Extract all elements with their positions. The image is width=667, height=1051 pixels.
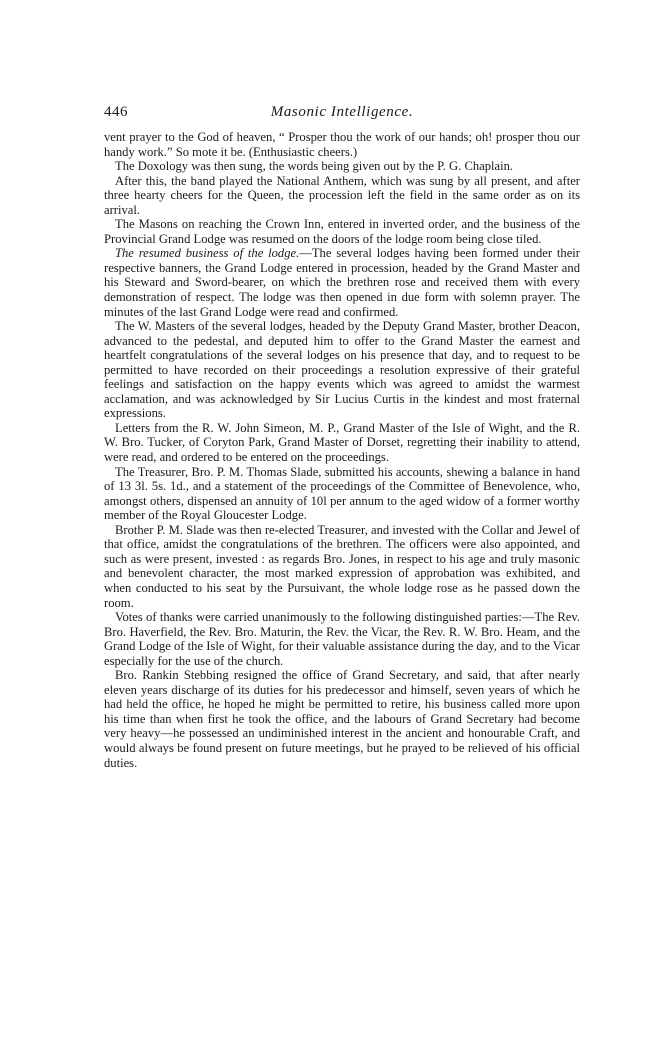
paragraph-text: vent prayer to the God of heaven, “ Prosper thou the work of our hands; oh! prosper thou our handy work.” So mote it be. (Enthusiastic cheers.)	[104, 130, 580, 159]
paragraph-text: The W. Masters of the several lodges, headed by the Deputy Grand Master, brother Deacon, advanced to the pedestal, and deputed him to offer to the Grand Master the earnest and heartfelt congratulations of the several lodges on his presence that day, and to request to be permitted to have recorded on their proceedings a resolution expressive of their grateful feelings and satisfaction on the happy events which was agreed to amidst the warmest acclamation, and was acknowledged by Sir Lucius Curtis in the kindest and most fraternal expressions.	[104, 319, 580, 421]
paragraph	[104, 174, 580, 218]
article-body	[104, 130, 580, 770]
paragraph-text: The Treasurer, Bro. P. M. Thomas Slade, submitted his accounts, shewing a balance in hand of 13 3l. 5s. 1d., and a statement of the proceedings of the Committee of Benevolence, who, amongst others, dispensed an annuity of 10l per annum to the aged widow of a former worthy member of the Royal Gloucester Lodge.	[104, 464, 580, 523]
paragraph	[104, 668, 580, 770]
paragraph	[104, 421, 580, 465]
section-lead: The resumed business of the lodge.	[115, 246, 300, 261]
paragraph-text: After this, the band played the National Anthem, which was sung by all present, and after three hearty cheers for the Queen, the procession left the field in the same order as on its arrival.	[104, 173, 580, 217]
paragraph	[104, 159, 580, 174]
paragraph-text: Letters from the R. W. John Simeon, M. P., Grand Master of the Isle of Wight, and the R. W. Bro. Tucker, of Coryton Park, Grand Master of Dorset, regretting their inability to attend, were read, and ordered to be entered on the proceedings.	[104, 420, 580, 465]
paragraph	[104, 610, 580, 668]
paragraph	[104, 217, 580, 246]
paragraph-text: —The several lodges having been formed under their respective banners, the Grand Lodge entered in procession, headed by the Grand Master and his Steward and Sword-bearer, on which the brethren rose and received them with every demonstration of respect. The lodge was then opened in due form with solemn prayer. The minutes of the last Grand Lodge were read and confirmed.	[104, 246, 580, 319]
running-head	[104, 104, 580, 130]
paragraph	[104, 130, 580, 159]
paragraph-text: The Doxology was then sung, the words being given out by the P. G. Chaplain.	[115, 159, 514, 174]
paragraph	[104, 465, 580, 523]
paragraph	[104, 523, 580, 610]
paragraph-text: Brother P. M. Slade was then re-elected Treasurer, and invested with the Collar and Jewel of that office, amidst the congratulations of the brethren. The officers were also appointed, and such as were present, invested : as regards Bro. Jones, in respect to his age and truly masonic and benevolent character, the most marked expression of approbation was exhibited, and when conducted to his seat by the Pursuivant, the whole lodge rose as he passed down the room.	[104, 522, 580, 610]
paragraph	[104, 246, 580, 319]
paragraph-text: Votes of thanks were carried unanimously to the following distinguished parties:—The Rev. Bro. Haverfield, the Rev. Bro. Maturin, the Rev. the Vicar, the Rev. R. W. Bro. Heam, and the Grand Lodge of the Isle of Wight, for their valuable assistance during the day, and to the Vicar especially for the use of the church.	[104, 610, 580, 668]
paragraph	[104, 319, 580, 421]
paragraph-text: The Masons on reaching the Crown Inn, entered in inverted order, and the business of the Provincial Grand Lodge was resumed on the doors of the lodge room being close tiled.	[104, 217, 580, 246]
paragraph-text: Bro. Rankin Stebbing resigned the office of Grand Secretary, and said, that after nearly eleven years discharge of its duties for his predecessor and himself, seven years of which he had held the office, he hoped he might be permitted to retire, his business called more upon his time than when first he took the office, and the labours of Grand Secretary had become very heavy—he possessed an undiminished interest in the ancient and honourable Craft, and would always be found present on future meetings, but he prayed to be relieved of his official duties.	[104, 668, 580, 770]
page-number: 446	[104, 104, 128, 120]
book-page	[104, 104, 580, 770]
running-title: Masonic Intelligence.	[270, 104, 414, 120]
